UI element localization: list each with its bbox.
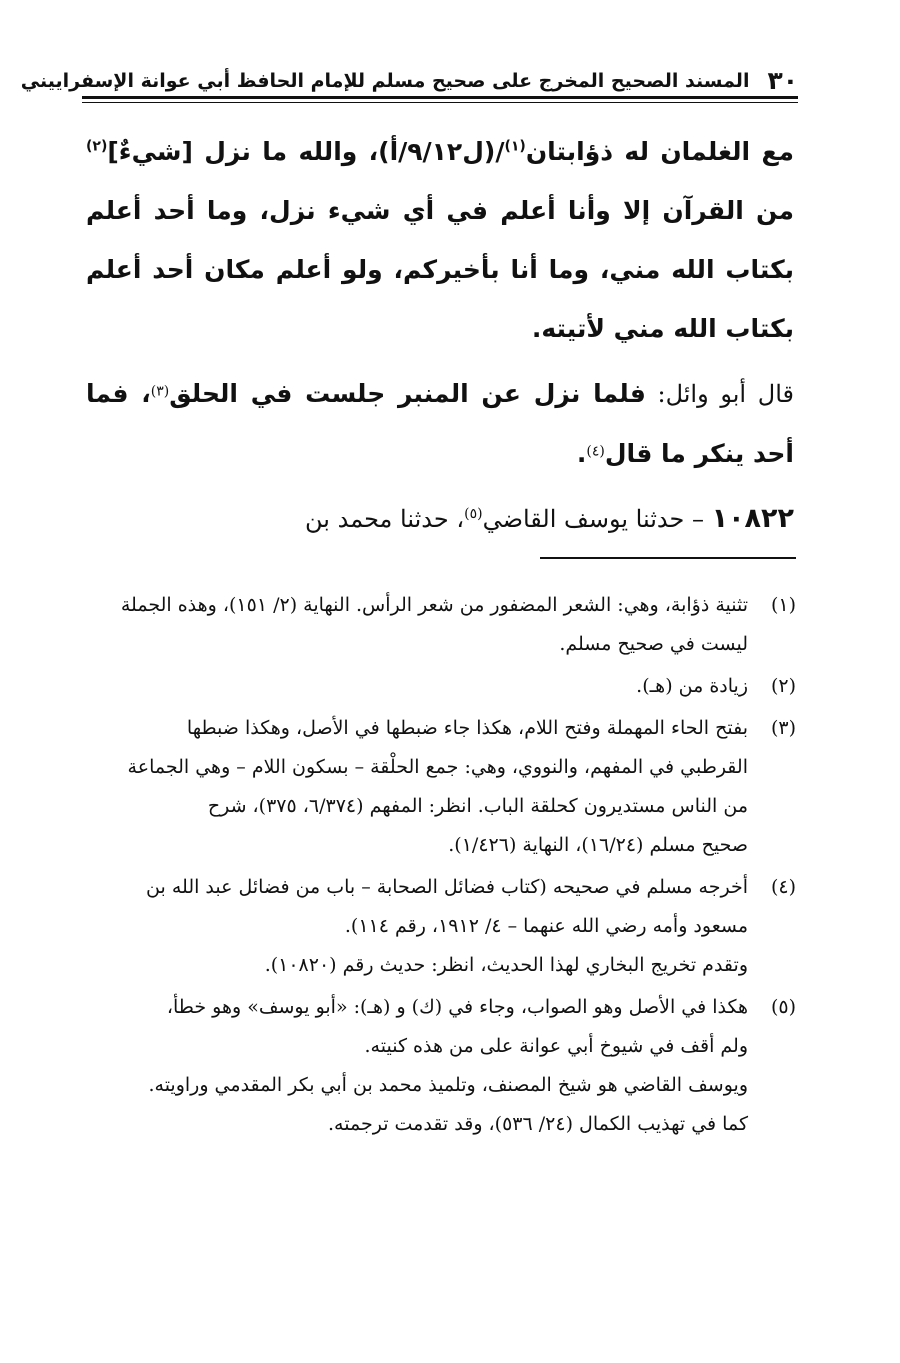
footnote-ref-2: (٢) [86, 138, 108, 155]
page-number: ٣٠ [767, 66, 798, 95]
p2-text-b: فلما نزل عن المنبر جلست في الحلق [169, 379, 646, 408]
footnote-line: من الناس مستديرون كحلقة الباب. انظر: المفهم (٦/٣٧٤، ٣٧٥)، شرح [207, 795, 748, 817]
paragraph-3 [86, 489, 794, 549]
p1-text-b: /(ل٩/١٢/أ)، والله ما نزل [192, 137, 505, 166]
main-text [86, 122, 794, 549]
footnote-number: (٣) [770, 717, 796, 739]
footnote-ref-5: (٥) [464, 506, 483, 522]
footnote-line: هكذا في الأصل وهو الصواب، وجاء في (ك) و (هـ): «أبو يوسف» وهو خطأ، [166, 996, 748, 1018]
footnote-line: ولم أقف في شيوخ أبي عوانة على من هذه كنيته. [364, 1035, 748, 1057]
footnote-line: مسعود وأمه رضي الله عنهما – ٤/ ١٩١٢، رقم ١١٤). [344, 915, 748, 937]
footnote-number: (٤) [770, 876, 796, 898]
running-title: المسند الصحيح المخرج على صحيح مسلم للإمام الحافظ أبي عوانة الإسفراييني [20, 70, 750, 92]
p2-text-a: قال أبو وائل: [645, 380, 794, 408]
paragraph-2 [86, 364, 794, 483]
page-header [20, 62, 798, 96]
footnote-3 [84, 709, 796, 865]
hadith-number: ١٠٨٢٢ [711, 503, 794, 534]
p3-text-a: – حدثنا يوسف القاضي [482, 505, 712, 533]
footnote-ref-3: (٣) [150, 383, 170, 400]
footnote-line: أخرجه مسلم في صحيحه (كتاب فضائل الصحابة – باب من فضائل عبد الله بن [146, 876, 748, 898]
footnote-line: زيادة من (هـ). [636, 675, 748, 697]
footnote-5 [84, 988, 796, 1144]
p1-text-a: مع الغلمان له ذؤابتان [525, 137, 794, 166]
paragraph-1 [86, 122, 794, 358]
p3-text-b: ، حدثنا محمد بن [305, 505, 465, 533]
footnote-separator [540, 557, 796, 559]
footnote-number: (٢) [770, 675, 796, 697]
footnote-number: (١) [770, 594, 796, 616]
p1-bracket-insert: [شيءٌ] [107, 137, 193, 166]
footnote-line: كما في تهذيب الكمال (٢٤/ ٥٣٦)، وقد تقدمت ترجمته. [328, 1113, 748, 1135]
footnote-line: بفتح الحاء المهملة وفتح اللام، هكذا جاء ضبطها في الأصل، وهكذا ضبطها [186, 717, 748, 739]
p2-text-d: . [576, 439, 587, 468]
footnote-number: (٥) [770, 996, 796, 1018]
footnote-4 [84, 868, 796, 985]
footnote-line: القرطبي في المفهم، والنووي، وهي: جمع الحلْقة – بسكون اللام – وهي الجماعة [127, 756, 748, 778]
header-rule-thin [82, 102, 798, 103]
footnote-line: تثنية ذؤابة، وهي: الشعر المضفور من شعر الرأس. النهاية (٢/ ١٥١)، وهذه الجملة [120, 594, 748, 616]
p1-text-c: من القرآن إلا وأنا أعلم في أي شيء نزل، وما أحد أعلم بكتاب الله مني، وما أنا بأخيركم، ولو أعلم مكان أحد أعلم بكتاب الله مني لأتيته. [86, 196, 794, 343]
footnote-line: صحيح مسلم (١٦/٢٤)، النهاية (١/٤٢٦). [448, 834, 748, 856]
footnote-line: ويوسف القاضي هو شيخ المصنف، وتلميذ محمد بن أبي بكر المقدمي وراويته. [148, 1074, 748, 1096]
footnote-ref-4: (٤) [586, 443, 605, 460]
footnotes [84, 586, 796, 1147]
footnote-2 [84, 667, 796, 706]
p2-text-c: ، فما أحد ينكر ما قال [86, 379, 794, 468]
footnote-line: وتقدم تخريج البخاري لهذا الحديث، انظر: حديث رقم (١٠٨٢٠). [264, 954, 748, 976]
footnote-line: ليست في صحيح مسلم. [559, 633, 748, 655]
footnote-ref-1: (١) [504, 138, 526, 155]
header-rule-thick [82, 96, 798, 99]
footnote-1 [84, 586, 796, 664]
